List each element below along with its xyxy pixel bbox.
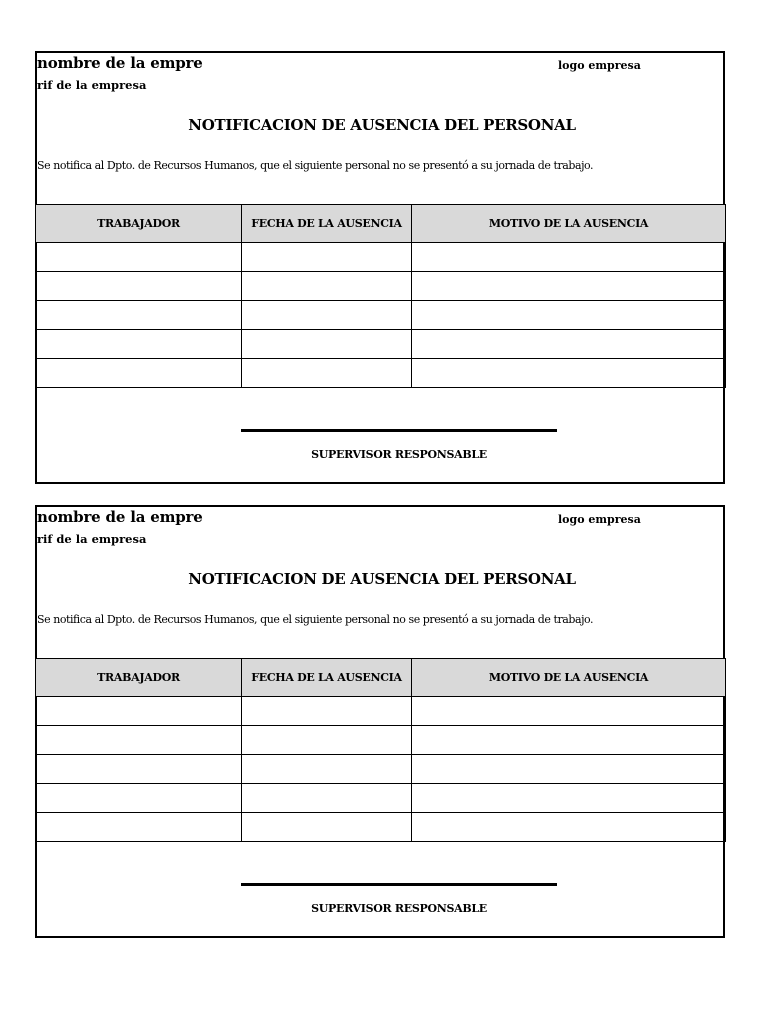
form-title: NOTIFICACION DE AUSENCIA DEL PERSONAL (188, 570, 576, 588)
absence-date-cell[interactable] (242, 784, 412, 813)
absence-reason-cell[interactable] (412, 272, 726, 301)
absence-date-cell[interactable] (242, 301, 412, 330)
table-row (36, 726, 726, 755)
notice-text: Se notifica al Dpto. de Recursos Humanos, que el siguiente personal no se presentó a su jornada de trabajo. (37, 613, 594, 626)
absence-date-cell[interactable] (242, 359, 412, 388)
table-row (36, 243, 726, 272)
table-row (36, 784, 726, 813)
absence-date-cell[interactable] (242, 272, 412, 301)
header-absence-date: FECHA DE LA AUSENCIA (242, 659, 412, 697)
absence-reason-cell[interactable] (412, 359, 726, 388)
form-title: NOTIFICACION DE AUSENCIA DEL PERSONAL (188, 116, 576, 134)
worker-cell[interactable] (36, 272, 242, 301)
absence-reason-cell[interactable] (412, 301, 726, 330)
absence-date-cell[interactable] (242, 330, 412, 359)
worker-cell[interactable] (36, 755, 242, 784)
absence-date-cell[interactable] (242, 813, 412, 842)
absence-table (35, 658, 726, 842)
worker-cell[interactable] (36, 726, 242, 755)
signature-line (241, 429, 557, 432)
absence-date-cell[interactable] (242, 243, 412, 272)
absence-table (35, 204, 726, 388)
absence-reason-cell[interactable] (412, 784, 726, 813)
table-row (36, 755, 726, 784)
signature-line (241, 883, 557, 886)
absence-reason-cell[interactable] (412, 726, 726, 755)
company-rif: rif de la empresa (37, 78, 147, 92)
absence-date-cell[interactable] (242, 697, 412, 726)
worker-cell[interactable] (36, 813, 242, 842)
company-name: nombre de la empre (37, 54, 203, 72)
table-header-row (36, 659, 726, 697)
worker-cell[interactable] (36, 697, 242, 726)
header-absence-reason: MOTIVO DE LA AUSENCIA (412, 205, 726, 243)
company-name: nombre de la empre (37, 508, 203, 526)
absence-form-2 (35, 505, 725, 938)
absence-reason-cell[interactable] (412, 697, 726, 726)
signature-label: SUPERVISOR RESPONSABLE (311, 902, 487, 915)
header-worker: TRABAJADOR (36, 205, 242, 243)
table-row (36, 813, 726, 842)
worker-cell[interactable] (36, 330, 242, 359)
table-header-row (36, 205, 726, 243)
absence-form-1 (35, 51, 725, 484)
worker-cell[interactable] (36, 784, 242, 813)
header-absence-reason: MOTIVO DE LA AUSENCIA (412, 659, 726, 697)
company-rif: rif de la empresa (37, 532, 147, 546)
table-row (36, 272, 726, 301)
header-worker: TRABAJADOR (36, 659, 242, 697)
worker-cell[interactable] (36, 301, 242, 330)
absence-date-cell[interactable] (242, 726, 412, 755)
table-row (36, 359, 726, 388)
header-absence-date: FECHA DE LA AUSENCIA (242, 205, 412, 243)
absence-reason-cell[interactable] (412, 330, 726, 359)
worker-cell[interactable] (36, 359, 242, 388)
company-logo-placeholder: logo empresa (558, 59, 641, 72)
company-logo-placeholder: logo empresa (558, 513, 641, 526)
notice-text: Se notifica al Dpto. de Recursos Humanos, que el siguiente personal no se presentó a su jornada de trabajo. (37, 159, 594, 172)
absence-reason-cell[interactable] (412, 755, 726, 784)
absence-reason-cell[interactable] (412, 243, 726, 272)
absence-reason-cell[interactable] (412, 813, 726, 842)
table-row (36, 301, 726, 330)
absence-date-cell[interactable] (242, 755, 412, 784)
table-row (36, 330, 726, 359)
worker-cell[interactable] (36, 243, 242, 272)
signature-label: SUPERVISOR RESPONSABLE (311, 448, 487, 461)
table-row (36, 697, 726, 726)
